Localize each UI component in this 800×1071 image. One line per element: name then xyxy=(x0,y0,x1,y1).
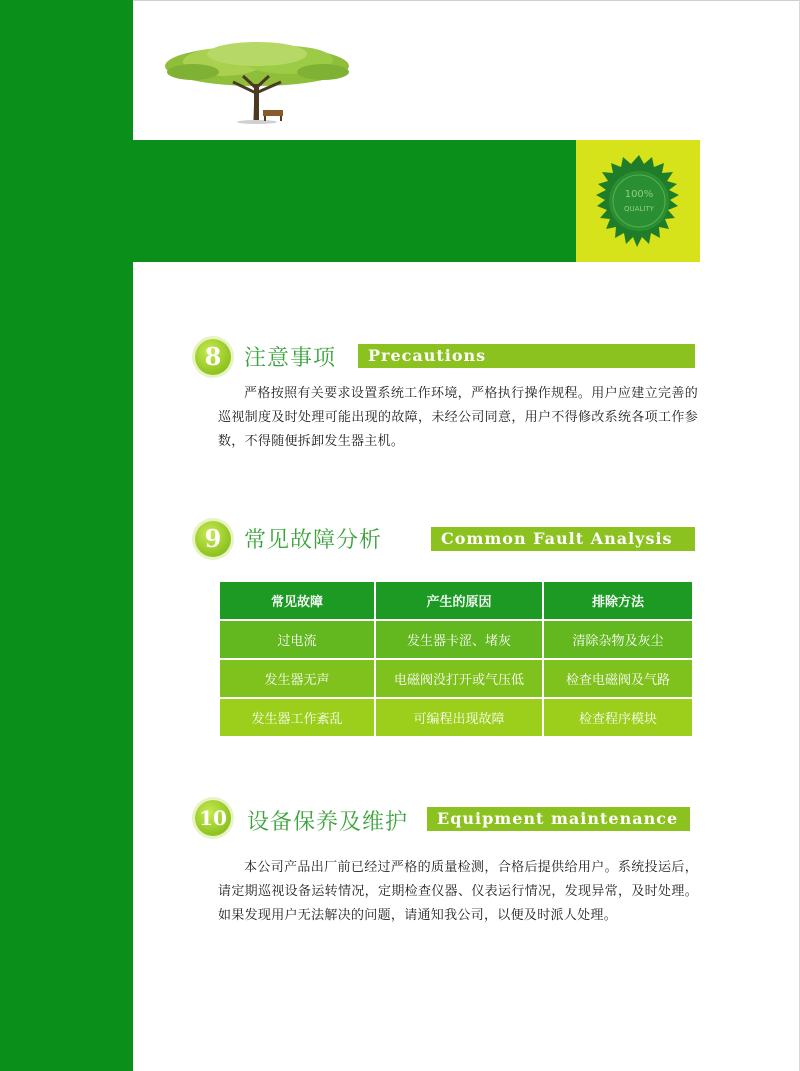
tree-illustration xyxy=(163,38,351,126)
table-cell: 发生器工作紊乱 xyxy=(219,698,375,737)
fault-table xyxy=(218,580,694,738)
section-10-body: 本公司产品出厂前已经过严格的质量检测，合格后提供给用户。系统投运后，请定期巡视设备运转情况，定期检查仪器、仪表运行情况，发现异常，及时处理。如果发现用户无法解决的问题，请通知我公司，以便及时派人处理。 xyxy=(218,860,698,923)
table-row xyxy=(219,620,693,659)
section-9-title-cn: 常见故障分析 xyxy=(244,528,383,553)
seal-text-top: 100% xyxy=(624,189,654,200)
section-8-body: 严格按照有关要求设置系统工作环境，严格执行操作规程。用户应建立完善的巡视制度及时处理可能出现的故障，未经公司同意，用户不得修改系统各项工作参数，不得随便拆卸发生器主机。 xyxy=(218,386,698,449)
left-green-bar xyxy=(0,0,133,1071)
header-fault: 常见故障 xyxy=(219,581,375,620)
table-cell: 发生器无声 xyxy=(219,659,375,698)
table-cell: 可编程出现故障 xyxy=(375,698,543,737)
table-cell: 清除杂物及灰尘 xyxy=(543,620,693,659)
section-10-title-en: Equipment maintenance xyxy=(427,807,690,831)
table-row xyxy=(219,698,693,737)
fault-table-header-row xyxy=(219,581,693,620)
table-cell: 检查程序模块 xyxy=(543,698,693,737)
table-cell: 发生器卡涩、堵灰 xyxy=(375,620,543,659)
header-banner xyxy=(133,140,576,262)
header-solution: 排除方法 xyxy=(543,581,693,620)
section-9-number: 9 xyxy=(195,521,231,557)
quality-seal-icon xyxy=(593,155,685,247)
table-cell: 过电流 xyxy=(219,620,375,659)
section-8-title-en: Precautions xyxy=(358,344,695,368)
section-10-title-cn: 设备保养及维护 xyxy=(247,810,409,835)
section-9-title-en: Common Fault Analysis xyxy=(431,527,695,551)
table-cell: 电磁阀没打开或气压低 xyxy=(375,659,543,698)
section-8-title-cn: 注意事项 xyxy=(244,346,337,371)
table-cell: 检查电磁阀及气路 xyxy=(543,659,693,698)
section-10-number: 10 xyxy=(195,800,231,836)
top-border-line xyxy=(133,0,800,1)
header-cause: 产生的原因 xyxy=(375,581,543,620)
section-8-number: 8 xyxy=(195,339,231,375)
table-row xyxy=(219,659,693,698)
seal-text-bottom: QUALITY xyxy=(624,205,654,213)
